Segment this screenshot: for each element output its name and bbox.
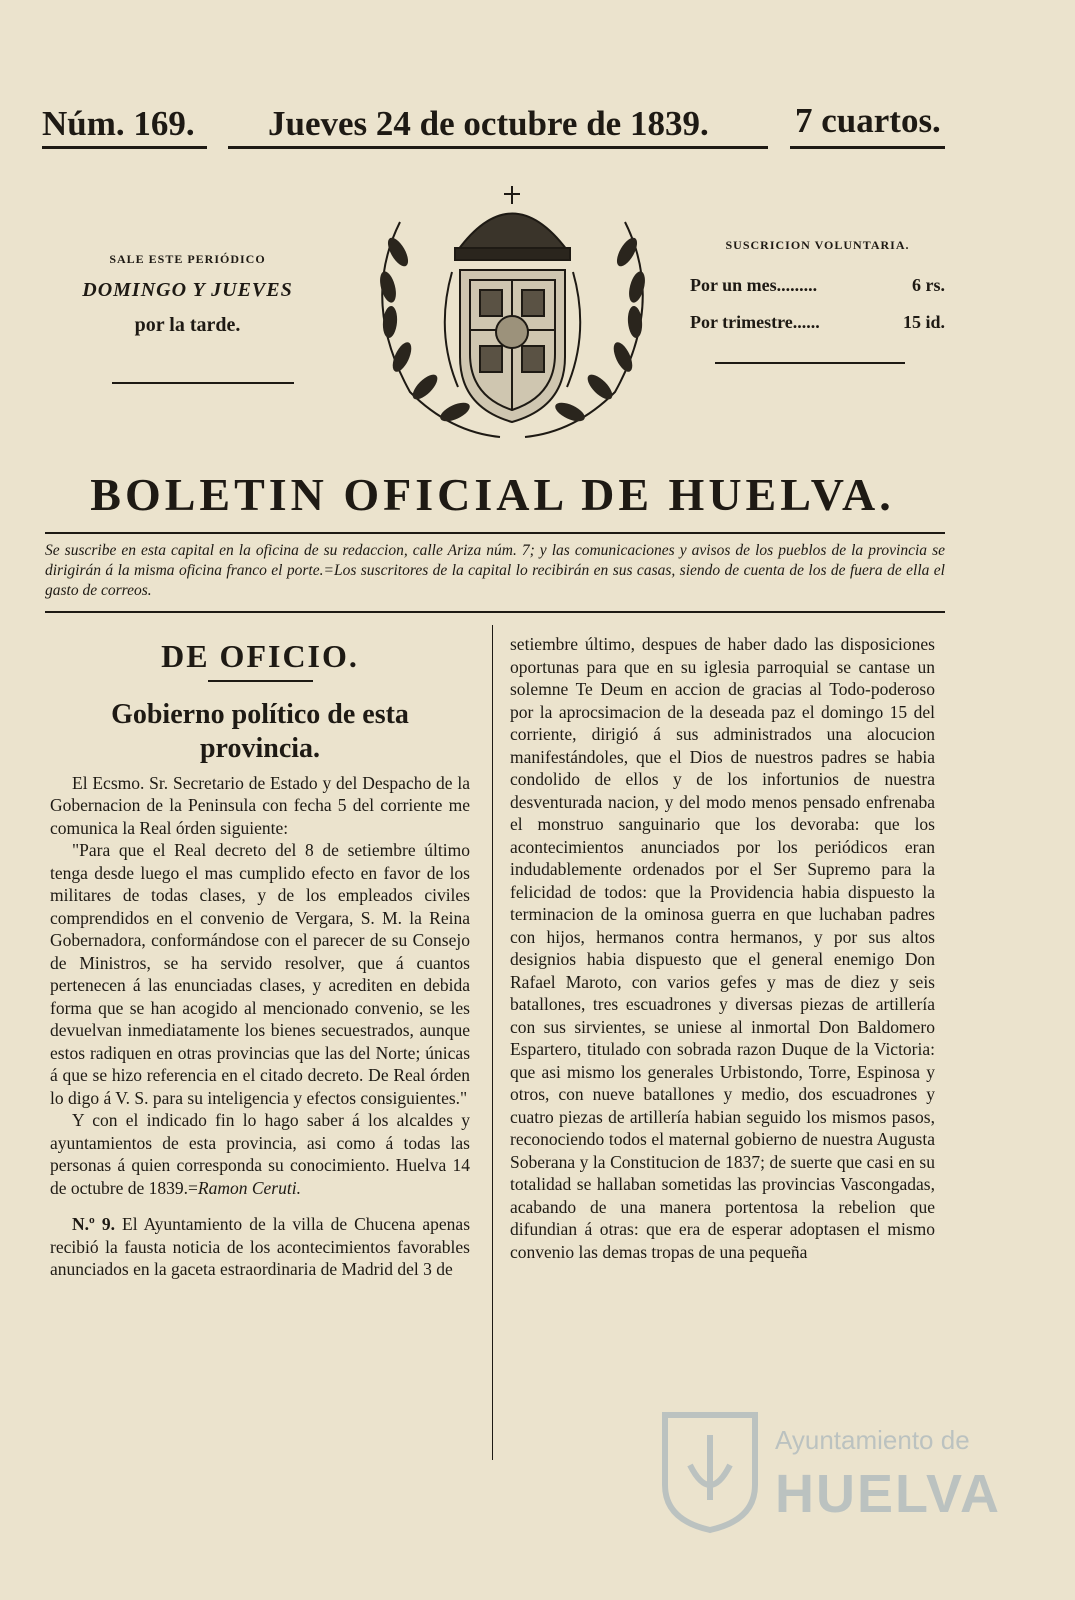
article-paragraph-3 [50, 1109, 470, 1199]
subscription-info [690, 238, 945, 333]
price-quarter-value: 15 id. [902, 312, 945, 332]
header-rule-center [228, 146, 768, 149]
price-month-value: 6 rs. [912, 275, 945, 295]
price-quarter-row [690, 312, 945, 333]
watermark [655, 1385, 1001, 1555]
watermark-line-2: HUELVA [775, 1464, 1001, 1524]
column-divider [492, 625, 493, 1460]
price-quarter-label: Por trimestre...... [690, 312, 820, 332]
subscription-title: SUSCRICION VOLUNTARIA. [725, 238, 910, 252]
price-month-label: Por un mes......... [690, 275, 818, 295]
coat-of-arms-icon [340, 182, 685, 447]
left-column [50, 638, 470, 1281]
article-signature: Ramon Ceruti. [197, 1177, 301, 1198]
article-paragraph-4 [50, 1213, 470, 1281]
city-shield-icon [655, 1405, 765, 1535]
article-paragraph-3-text: Y con el indicado fin lo hago saber á los alcaldes y ayuntamientos de esta provincia, asi como á todas las personas á quien corresponda su conocimiento. Huelva 14 de octubre de 1839.= [50, 1110, 470, 1198]
subscription-notice: Se suscribe en esta capital en la oficina de su redaccion, calle Ariza núm. 7; y las comunicaciones y avisos de los pueblos de la provincia se dirigirán á la misma oficina franco el porte.=Los suscritores de la capital lo recibirán en sus casas, siendo de cuenta de los de fuera de ella el gasto de correos. [45, 542, 945, 599]
right-column-paragraph: setiembre último, despues de haber dado las disposiciones oportunas para que en su iglesia parroquial se cantase un solemne Te Deum en accion de gracias al Todo-poderoso por la aprocsimacion de la deseada paz el domingo 15 del corriente, dirigió á sus administrados una alocucion manifestándoles, que el Dios de nuestros padres se habia condolido de ellos y de los infortunios de nuestra desventurada nacion, y del modo menos pensado enfrenaba el monstruo sanguinario que los devoraba: que los acontecimientos anunciados por los periódicos eran indudablemente ordenados por el Ser Supremo para la felicidad de todos: que la Providencia habia dispuesto la terminacion de la ominosa guerra en que luchaban padres con hijos, hermanos contra hermanos, y por sus altos designios habia dispuesto que el general enemigo Don Rafael Maroto, con varios gefes y mas de diez y seis batallones, tres escuadrones y diversas piezas de artillería con sus sirvientes, se uniese al inmortal Don Baldomero Espartero, titulado con sobrada razon Duque de la Victoria: que asi mismo los generales Urbistondo, Torre, Espinosa y otros, con nueve batallones y medio, dos escuadrones y cuatro piezas de artillería habian seguido los mismos pasos, reconociendo todos el maternal gobierno de nuestra Augusta Soberana y la Constitucion de 1837; de suerte que casi en su totalidad se hallaban sometidas las provincias Vascongadas, acabando de una manera portentosa la rebelion que difundian á otras: que era de esperar adoptasen el mismo convenio las demas tropas de una pequeña [510, 634, 935, 1262]
article-paragraph-1: El Ecsmo. Sr. Secretario de Estado y del Despacho de la Gobernacion de la Peninsula con fecha 5 del corriente me comunica la Real órden siguiente: [50, 772, 470, 838]
watermark-line-1: Ayuntamiento de [775, 1425, 970, 1455]
issue-date: Jueves 24 de octubre de 1839. [268, 104, 709, 143]
subscription-rule [715, 362, 905, 364]
schedule-rule [112, 382, 294, 384]
header-rule-left [42, 146, 207, 149]
issue-number: Núm. 169. [42, 104, 195, 143]
section-rule [208, 680, 313, 682]
schedule-days: DOMINGO Y JUEVES [82, 279, 293, 301]
price-month-row [690, 275, 945, 296]
article-subtitle: Gobierno político de esta provincia. [111, 698, 409, 764]
schedule-line-1: SALE ESTE PERIÓDICO [109, 252, 266, 266]
article-paragraph-2: "Para que el Real decreto del 8 de setiembre último tenga desde luego el mas cumplido efecto en favor de los militares de todas clases, y de los empleados civiles comprendidos en el convenio de Vergara, S. M. la Reina Gobernadora, conformándose con el parecer de su Consejo de Ministros, se ha servido resolver, que á cuantos pertenecen á las enunciadas clases, y acrediten en debida forma que se han acogido al mencionado convenio, se les devuelvan inmediatamente los bienes secuestrados, aunque estos radiquen en otras provincias que las del Norte; únicas á que se hizo referencia en el citado decreto. De Real órden lo digo á V. S. para su inteligencia y efectos consiguientes." [50, 840, 470, 1108]
publication-schedule [40, 252, 335, 337]
notice-rule-top [45, 532, 945, 534]
issue-price: 7 cuartos. [795, 101, 941, 140]
section-title: DE OFICIO. [161, 638, 359, 674]
notice-rule-bottom [45, 611, 945, 613]
masthead-title: BOLETIN OFICIAL DE HUELVA. [90, 469, 895, 520]
right-column [510, 633, 935, 1263]
schedule-time: por la tarde. [134, 314, 241, 336]
article-number: N.º 9. [72, 1214, 115, 1234]
header-rule-right [790, 146, 945, 149]
article-paragraph-4-text: El Ayuntamiento de la villa de Chucena apenas recibió la fausta noticia de los acontecimientos favorables anunciados en la gaceta estraordinaria de Madrid del 3 de [50, 1214, 470, 1279]
